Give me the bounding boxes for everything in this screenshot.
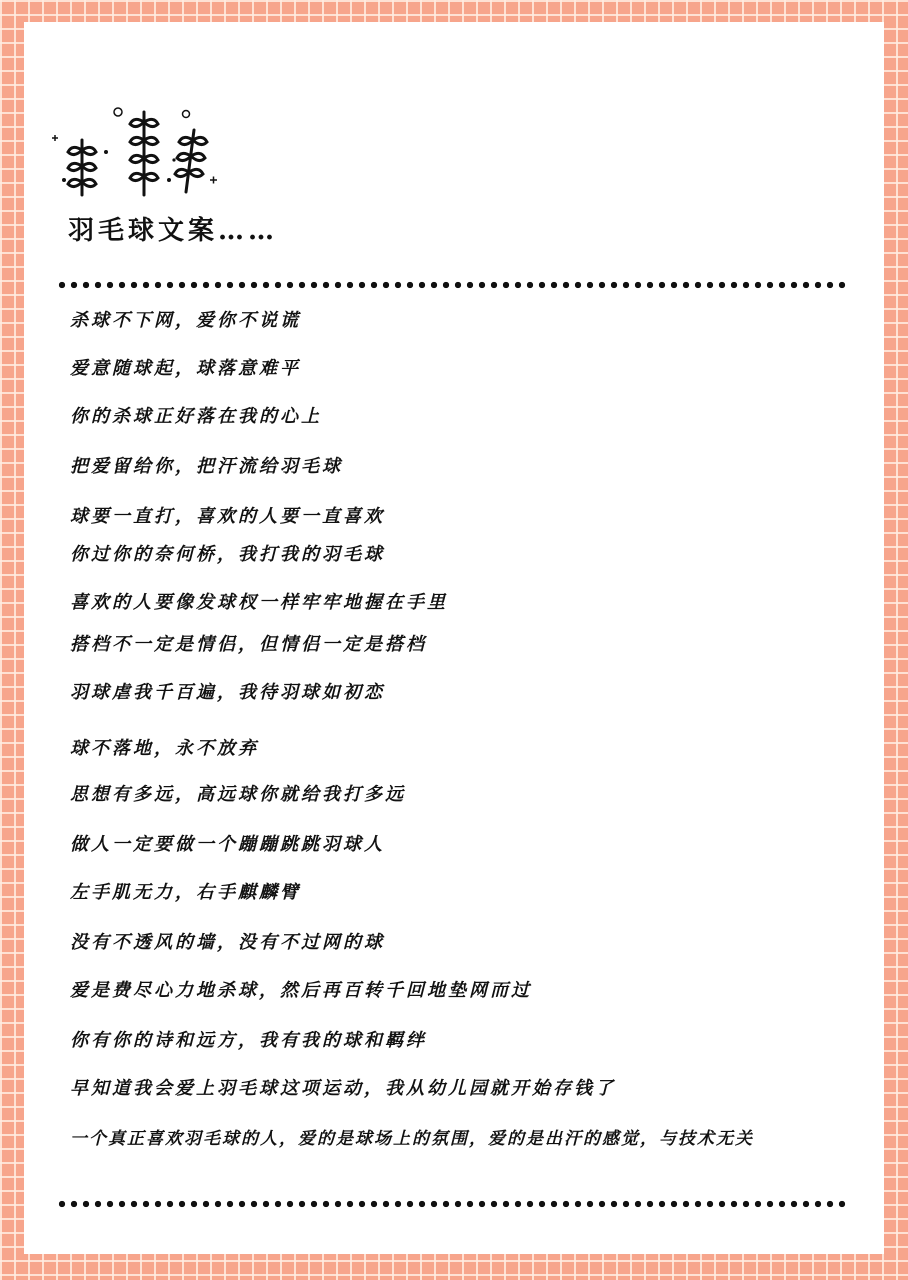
quote-line: 爱意随球起，球落意难平 (70, 358, 301, 379)
page-title: 羽毛球文案…… (68, 216, 279, 246)
dotted-divider-top (56, 281, 846, 289)
quote-line: 你的杀球正好落在我的心上 (70, 406, 322, 427)
quote-line: 羽球虐我千百遍，我待羽球如初恋 (70, 682, 385, 703)
quote-line: 思想有多远，高远球你就给我打多远 (70, 784, 406, 805)
quote-line: 喜欢的人要像发球杈一样牢牢地握在手里 (70, 592, 448, 613)
quote-line: 球要一直打，喜欢的人要一直喜欢 (70, 506, 385, 527)
quote-line: 早知道我会爱上羽毛球这项运动，我从幼儿园就开始存钱了 (70, 1078, 616, 1099)
quote-line: 爱是费尽心力地杀球，然后再百转千回地垫网而过 (70, 980, 532, 1001)
sprig-decoration-icon (44, 100, 224, 200)
quote-line: 你过你的奈何桥，我打我的羽毛球 (70, 544, 385, 565)
quote-line: 左手肌无力，右手麒麟臂 (70, 882, 301, 903)
quote-line: 把爱留给你，把汗流给羽毛球 (70, 456, 343, 477)
quote-line: 没有不透风的墙，没有不过网的球 (70, 932, 385, 953)
quote-line: 做人一定要做一个蹦蹦跳跳羽球人 (70, 834, 385, 855)
quote-line: 杀球不下网，爱你不说谎 (70, 310, 301, 331)
quote-line: 一个真正喜欢羽毛球的人，爱的是球场上的氛围，爱的是出汗的感觉，与技术无关 (70, 1129, 754, 1149)
quote-line: 球不落地，永不放弃 (70, 738, 259, 759)
dotted-divider-bottom (56, 1200, 846, 1208)
quote-line: 你有你的诗和远方，我有我的球和羁绊 (70, 1030, 427, 1051)
quote-line: 搭档不一定是情侣，但情侣一定是搭档 (70, 634, 427, 655)
